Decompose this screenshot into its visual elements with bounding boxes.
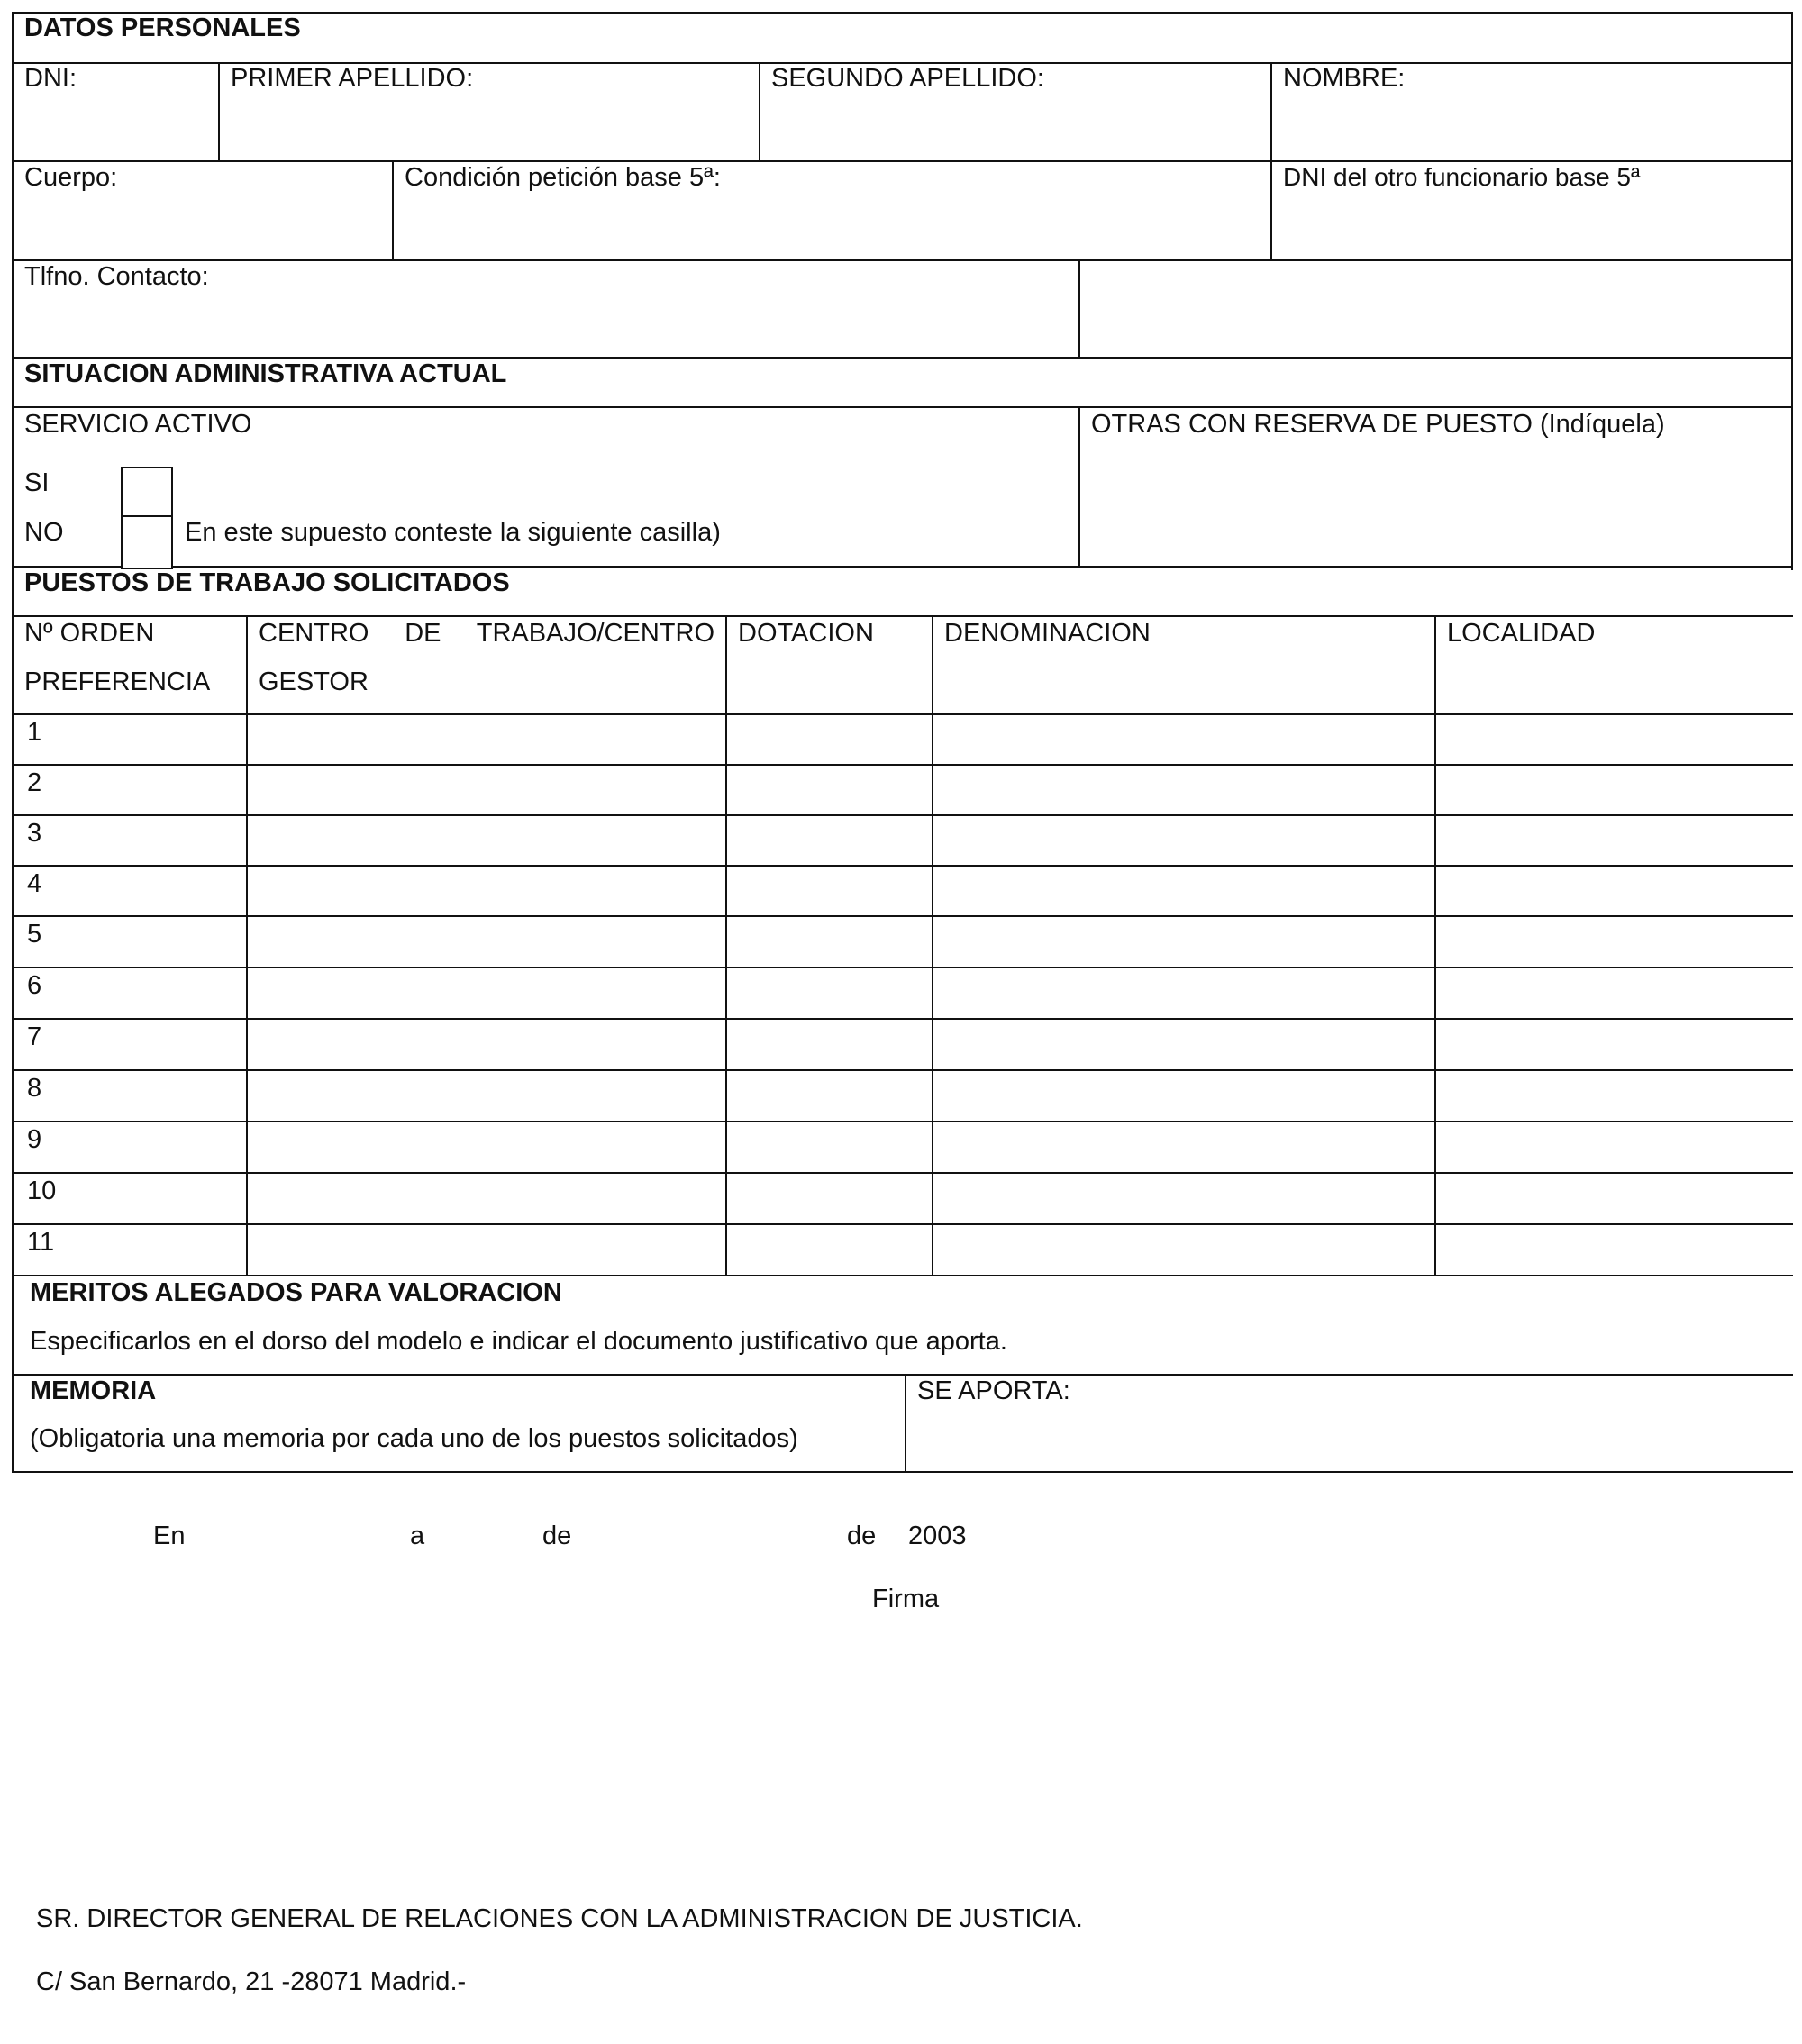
signature-label: Firma [872, 1585, 940, 1613]
table-column-line [725, 615, 727, 1276]
table-column-line [246, 615, 248, 1276]
servicio-activo-label: SERVICIO ACTIVO [24, 410, 252, 439]
dni-otro-label: DNI del otro funcionario base 5ª [1283, 163, 1641, 191]
table-row-number: 9 [27, 1125, 42, 1154]
form-border-bottom [12, 1471, 1793, 1473]
divider [1270, 62, 1272, 259]
condicion-label: Condición petición base 5ª: [405, 163, 721, 192]
divider [905, 1374, 906, 1473]
form-border-right [1791, 12, 1793, 570]
table-row-line [12, 967, 1793, 968]
cuerpo-label: Cuerpo: [24, 163, 118, 192]
form-border-left [12, 12, 14, 1473]
column-header-localidad: LOCALIDAD [1447, 619, 1596, 648]
nombre-label: NOMBRE: [1283, 64, 1406, 93]
table-row-line [12, 1223, 1793, 1225]
year-prefix-label: de [847, 1522, 877, 1550]
memoria-instruction: (Obligatoria una memoria por cada uno de los puestos solicitados) [30, 1424, 798, 1453]
table-row-line [12, 1121, 1793, 1122]
no-label: NO [24, 518, 64, 547]
column-header-orden: PREFERENCIA [24, 668, 211, 696]
otras-label: OTRAS CON RESERVA DE PUESTO (Indíquela) [1091, 410, 1665, 439]
table-row-number: 1 [27, 718, 42, 747]
table-row-number: 7 [27, 1022, 42, 1051]
table-row-number: 2 [27, 768, 42, 797]
table-row-number: 4 [27, 869, 42, 898]
divider [392, 160, 394, 259]
divider [12, 406, 1793, 408]
divider [1078, 259, 1080, 359]
table-row-line [12, 865, 1793, 867]
section-heading: PUESTOS DE TRABAJO SOLICITADOS [24, 568, 510, 597]
dni-label: DNI: [24, 64, 77, 93]
recipient-line: SR. DIRECTOR GENERAL DE RELACIONES CON LA ADMINISTRACION DE JUSTICIA. [36, 1904, 1083, 1933]
table-row-number: 3 [27, 819, 42, 848]
table-row-number: 11 [27, 1228, 55, 1257]
divider [12, 615, 1793, 617]
divider [12, 1374, 1793, 1376]
divider [218, 62, 220, 162]
divider [12, 259, 1793, 261]
place-label: En [153, 1522, 186, 1550]
column-header-centro: GESTOR [259, 668, 369, 696]
table-row-number: 6 [27, 971, 42, 1000]
column-header-centro: CENTRO DE TRABAJO/CENTRO [259, 619, 714, 648]
no-instruction: En este supuesto conteste la siguiente casilla) [185, 518, 721, 547]
meritos-instruction: Especificarlos en el dorso del modelo e indicar el documento justificativo que aporta. [30, 1327, 1007, 1356]
telefono-label: Tlfno. Contacto: [24, 262, 209, 291]
si-checkbox[interactable] [121, 467, 173, 519]
column-header-dotacion: DOTACION [738, 619, 874, 648]
month-label: de [542, 1522, 572, 1550]
table-column-line [932, 615, 933, 1276]
divider [12, 713, 1793, 715]
si-label: SI [24, 468, 50, 497]
day-label: a [410, 1522, 425, 1550]
column-header-denominacion: DENOMINACION [944, 619, 1151, 648]
primer-apellido-label: PRIMER APELLIDO: [231, 64, 474, 93]
table-row-line [12, 814, 1793, 816]
no-checkbox[interactable] [121, 515, 173, 569]
table-row-number: 5 [27, 920, 42, 949]
column-header-orden: Nº ORDEN [24, 619, 155, 648]
table-row-number: 8 [27, 1074, 42, 1103]
table-row-line [12, 1018, 1793, 1020]
section-heading: DATOS PERSONALES [24, 14, 301, 42]
se-aporta-label: SE APORTA: [917, 1376, 1070, 1405]
table-bottom-line [12, 1275, 1793, 1276]
memoria-heading: MEMORIA [30, 1376, 157, 1405]
section-heading: SITUACION ADMINISTRATIVA ACTUAL [24, 359, 507, 388]
recipient-address: C/ San Bernardo, 21 -28071 Madrid.- [36, 1967, 467, 1996]
table-row-line [12, 1172, 1793, 1174]
table-row-line [12, 915, 1793, 917]
segundo-apellido-label: SEGUNDO APELLIDO: [771, 64, 1044, 93]
section-heading: MERITOS ALEGADOS PARA VALORACION [30, 1278, 562, 1307]
divider [759, 62, 760, 162]
table-row-line [12, 764, 1793, 766]
table-row-line [12, 1069, 1793, 1071]
year-value: 2003 [908, 1522, 967, 1550]
divider [1078, 406, 1080, 568]
table-row-number: 10 [27, 1176, 57, 1205]
table-column-line [1434, 615, 1436, 1276]
